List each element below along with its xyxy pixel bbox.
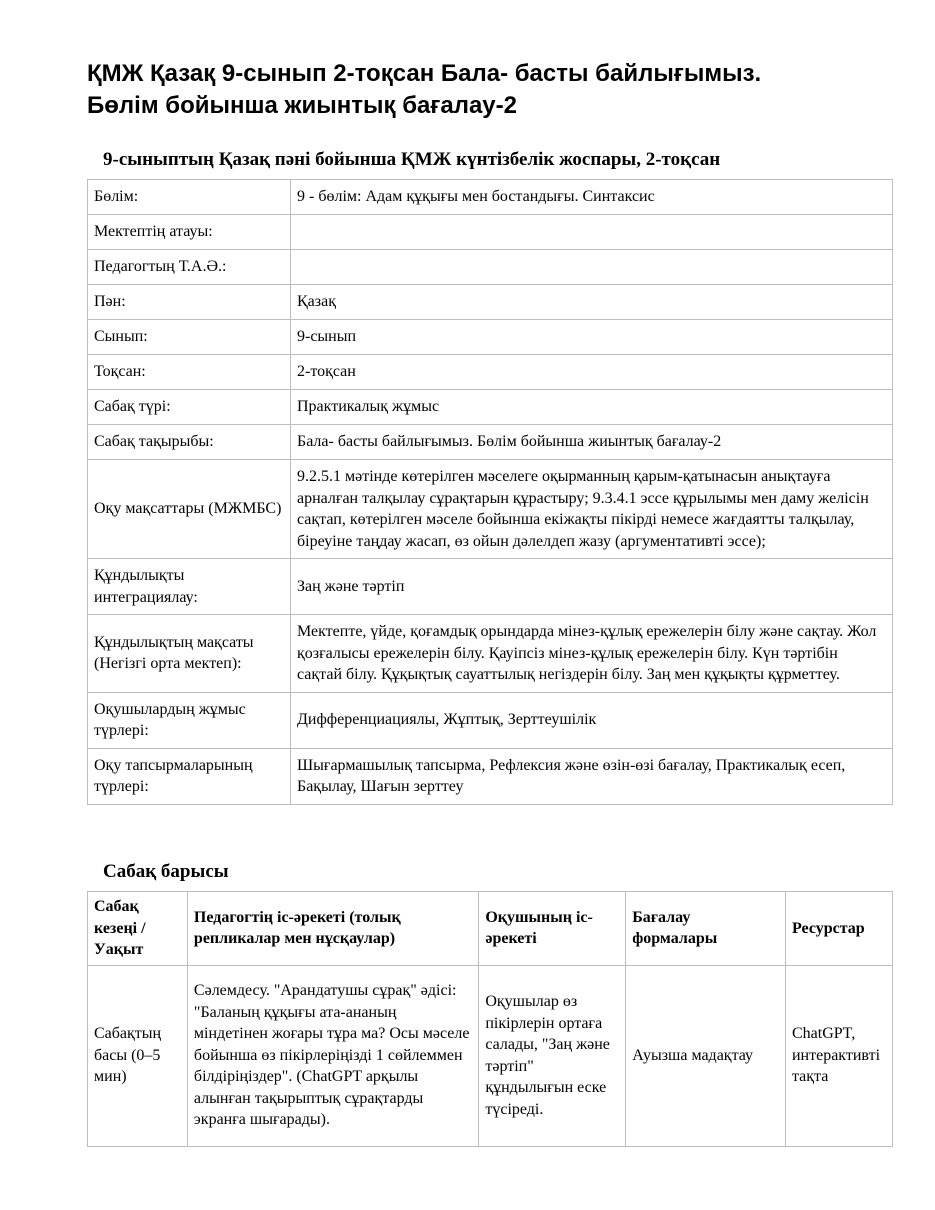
cell-teacher-activity: Сәлемдесу. "Арандатушы сұрақ" әдісі: "Баланың құқығы ата-ананың міндетінен жоғары тұра ма? Осы мәселе бойынша өз пікірлеріңізді 1 сөйлеммен білдіріңіздер". (ChatGPT арқылы алынған тақырыптық сұрақтарды экранға шығарады). [187,965,478,1146]
column-header-student-activity: Оқушының іс-әрекеті [479,892,626,966]
row-value: Бала- басты байлығымыз. Бөлім бойынша жиынтық бағалау-2 [291,425,893,460]
document-title-line-1: ҚМЖ Қазақ 9-сынып 2-тоқсан Бала- басты байлығымыз. [87,60,762,87]
row-value: 9-сынып [291,320,893,355]
document-title [87,58,897,122]
row-label: Тоқсан: [88,355,291,390]
lesson-flow-table [87,891,893,1147]
row-label: Мектептің атауы: [88,215,291,250]
lesson-info-table [87,179,893,805]
row-label: Сабақ тақырыбы: [88,425,291,460]
row-value: Заң және тәртіп [291,559,893,615]
column-header-assessment: Бағалау формалары [626,892,786,966]
row-value: Дифференциациялы, Жұптық, Зерттеушілік [291,692,893,748]
table-row [88,615,893,693]
table-row [88,965,893,1146]
row-value: Қазақ [291,285,893,320]
table-row [88,460,893,559]
row-label: Пән: [88,285,291,320]
row-value [291,215,893,250]
row-label: Оқу тапсырмаларының түрлері: [88,748,291,804]
table-row [88,215,893,250]
table-row [88,559,893,615]
row-label: Оқушылардың жұмыс түрлері: [88,692,291,748]
table-row [88,425,893,460]
row-value: 9.2.5.1 мәтінде көтерілген мәселеге оқырманның қарым-қатынасын анықтауға арналған талқылау сұрақтарын құрастыру; 9.3.4.1 эссе құрылымы мен даму желісін сақтап, көтерілген мәселе бойынша екіжақты пікірді немесе жағдаятты талқылау, біреуіне таңдау жасап, өз ойын дәлелдеп жазу (аргументативті эссе); [291,460,893,559]
cell-student-activity: Оқушылар өз пікірлерін ортаға салады, "Заң және тәртіп" құндылығын еске түсіреді. [479,965,626,1146]
row-label: Сынып: [88,320,291,355]
table-row [88,180,893,215]
table-row [88,355,893,390]
cell-assessment: Ауызша мадақтау [626,965,786,1146]
row-label: Бөлім: [88,180,291,215]
column-header-teacher-activity: Педагогтің іс-әрекеті (толық репликалар мен нұсқаулар) [187,892,478,966]
table-row [88,748,893,804]
document-title-line-2: Бөлім бойынша жиынтық бағалау-2 [87,92,517,119]
table-row [88,390,893,425]
table-row [88,285,893,320]
cell-stage: Сабақтың басы (0–5 мин) [88,965,188,1146]
column-header-stage: Сабақ кезеңі / Уақыт [88,892,188,966]
cell-resources: ChatGPT, интерактивті тақта [785,965,892,1146]
row-label: Құндылықты интеграциялау: [88,559,291,615]
row-value: Мектепте, үйде, қоғамдық орындарда мінез-құлық ережелерін білу және сақтау. Жол қозғалысы ережелерін білу. Қауіпсіз мінез-құлық ережелерін білу. Күн тәртібін сақтай білу. Құқықтық сауаттылық негіздерін білу. Заң мен құқықты құрметтеу. [291,615,893,693]
row-label: Оқу мақсаттары (МЖМБС) [88,460,291,559]
table-header-row [88,892,893,966]
row-label: Сабақ түрі: [88,390,291,425]
table-row [88,320,893,355]
lesson-flow-heading: Сабақ барысы [103,861,229,882]
table-row [88,692,893,748]
row-label: Құндылықтың мақсаты (Негізгі орта мектеп): [88,615,291,693]
table-row [88,250,893,285]
row-value [291,250,893,285]
row-label: Педагогтың Т.А.Ә.: [88,250,291,285]
row-value: 9 - бөлім: Адам құқығы мен бостандығы. Синтаксис [291,180,893,215]
row-value: 2-тоқсан [291,355,893,390]
column-header-resources: Ресурстар [785,892,892,966]
row-value: Практикалық жұмыс [291,390,893,425]
plan-heading: 9-сыныптың Қазақ пәні бойынша ҚМЖ күнтізбелік жоспары, 2-тоқсан [103,149,721,170]
row-value: Шығармашылық тапсырма, Рефлексия және өзін-өзі бағалау, Практикалық есеп, Бақылау, Шағын зерттеу [291,748,893,804]
